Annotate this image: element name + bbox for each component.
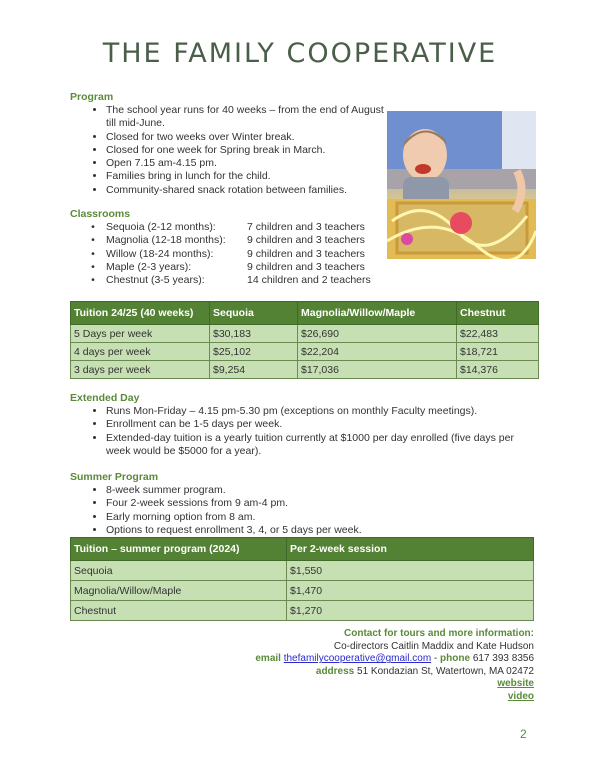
extended-day-item: • Enrollment can be 1-5 days per week.	[106, 418, 540, 431]
summer-list	[70, 484, 540, 537]
column-header: Tuition 24/25 (40 weeks)	[71, 302, 210, 325]
table-cell: $1,270	[287, 601, 534, 621]
table-cell: $22,483	[457, 325, 539, 343]
contact-block	[255, 628, 534, 704]
program-heading: Program	[70, 91, 114, 103]
table-cell: $1,470	[287, 581, 534, 601]
table-row	[71, 361, 539, 379]
program-item: • Families bring in lunch for the child.	[106, 170, 386, 183]
classroom-name: Willow (18-24 months):	[106, 247, 214, 260]
baby-photo-illustration	[387, 111, 536, 259]
contact-heading: Contact for tours and more information:	[344, 628, 534, 639]
classroom-ratio: 14 children and 2 teachers	[247, 274, 371, 287]
table-cell: $1,550	[287, 561, 534, 581]
table-cell: 5 Days per week	[71, 325, 210, 343]
email-link[interactable]: thefamilycooperative@gmail.com	[283, 653, 432, 665]
contact-email-phone	[255, 653, 534, 666]
address-value: 51 Kondazian St, Watertown, MA 02472	[357, 665, 534, 677]
summer-tuition-table	[70, 537, 534, 621]
table-row	[71, 561, 534, 581]
column-header: Tuition – summer program (2024)	[71, 538, 287, 561]
classroom-name: Sequoia (2-12 months):	[106, 221, 216, 233]
classroom-name: Maple (2-3 years):	[106, 260, 192, 273]
website-link[interactable]: website	[497, 678, 534, 690]
page-title: THE FAMILY COOPERATIVE	[102, 38, 498, 69]
program-item: • Open 7.15 am-4.15 pm.	[106, 157, 386, 170]
video-link[interactable]: video	[507, 690, 534, 702]
program-item: • Closed for two weeks over Winter break.	[106, 131, 386, 144]
separator: -	[431, 653, 441, 665]
summer-item: • Early morning option from 8 am.	[106, 511, 540, 524]
classroom-item: • Willow (18-24 months): 9 children and 3 teachers	[91, 247, 365, 260]
table-cell: Chestnut	[71, 601, 287, 621]
program-item: • Community-shared snack rotation between families.	[106, 184, 386, 197]
classrooms-heading: Classrooms	[70, 208, 131, 220]
table-row	[71, 601, 534, 621]
classroom-photo	[387, 111, 536, 259]
table-cell: $26,690	[298, 325, 457, 343]
program-item: • Closed for one week for Spring break in March.	[106, 144, 386, 157]
classroom-name: Magnolia (12-18 months):	[106, 234, 226, 247]
classroom-ratio: 7 children and 3 teachers	[247, 221, 365, 233]
table-cell: $9,254	[210, 361, 298, 379]
classroom-item: • Magnolia (12-18 months): 9 children and 3 teachers	[91, 234, 365, 247]
extended-day-item: • Runs Mon-Friday – 4.15 pm-5.30 pm (exceptions on monthly Faculty meetings).	[106, 405, 540, 418]
table-cell: $14,376	[457, 361, 539, 379]
table-row	[71, 325, 539, 343]
table-cell: Magnolia/Willow/Maple	[71, 581, 287, 601]
column-header: Chestnut	[457, 302, 539, 325]
column-header: Magnolia/Willow/Maple	[298, 302, 457, 325]
tuition-table-header	[71, 302, 539, 325]
summer-heading: Summer Program	[70, 471, 159, 483]
classroom-item: • Maple (2-3 years): 9 children and 3 teachers	[91, 260, 365, 273]
classroom-ratio: 9 children and 3 teachers	[247, 260, 365, 273]
classroom-name: Chestnut (3-5 years):	[106, 274, 205, 287]
table-row	[71, 581, 534, 601]
classroom-ratio: 9 children and 3 teachers	[247, 247, 365, 260]
classroom-item: • Sequoia (2-12 months): 7 children and 3 teachers	[91, 221, 365, 233]
classroom-item: • Chestnut (3-5 years): 14 children and 2 teachers	[91, 274, 371, 287]
classroom-ratio: 9 children and 3 teachers	[247, 234, 365, 247]
column-header: Per 2-week session	[287, 538, 534, 561]
summer-item: • Options to request enrollment 3, 4, or 5 days per week.	[106, 524, 540, 537]
table-cell: $18,721	[457, 343, 539, 361]
extended-day-list	[70, 405, 540, 458]
table-cell: $22,204	[298, 343, 457, 361]
program-list	[70, 104, 386, 197]
summer-item: • 8-week summer program.	[106, 484, 540, 497]
summer-table-header	[71, 538, 534, 561]
phone-label: phone	[440, 653, 471, 665]
extended-day-heading: Extended Day	[70, 392, 140, 404]
column-header: Sequoia	[210, 302, 298, 325]
classrooms-list	[70, 221, 371, 287]
table-cell: $30,183	[210, 325, 298, 343]
address-label: address	[315, 665, 355, 677]
table-cell: 4 days per week	[71, 343, 210, 361]
contact-directors: Co-directors Caitlin Maddix and Kate Hudson	[333, 640, 534, 652]
contact-address	[255, 666, 534, 679]
program-item: • The school year runs for 40 weeks – from the end of August till mid-June.	[106, 104, 386, 131]
summer-item: • Four 2-week sessions from 9 am-4 pm.	[106, 497, 540, 510]
email-label: email	[255, 653, 281, 665]
table-cell: 3 days per week	[71, 361, 210, 379]
table-cell: $25,102	[210, 343, 298, 361]
tuition-table	[70, 301, 539, 379]
table-cell: Sequoia	[71, 561, 287, 581]
extended-day-item: • Extended-day tuition is a yearly tuition currently at $1000 per day enrolled (five days per week would be $5000 for a year).	[106, 432, 540, 459]
page-number: 2	[520, 727, 527, 741]
phone-number: 617 393 8356	[472, 653, 534, 665]
table-row	[71, 343, 539, 361]
table-cell: $17,036	[298, 361, 457, 379]
